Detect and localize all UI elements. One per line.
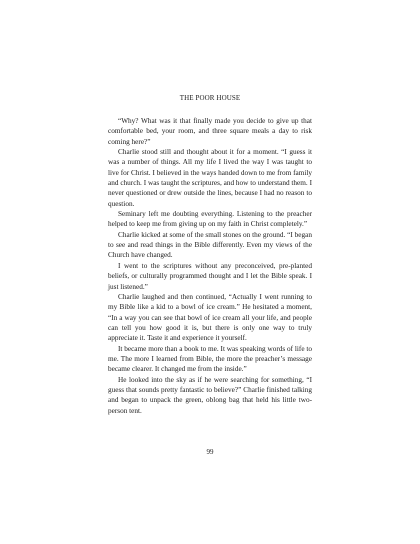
running-head: THE POOR HOUSE	[179, 94, 241, 102]
paragraph: “Why? What was it that finally made you decide to give up that comfortable bed, your room, and three square meals a day to risk coming here?”	[108, 117, 312, 146]
paragraph: He looked into the sky as if he were searching for something, “I guess that sounds pretty fantastic to believe?” Charlie finished talking and began to unpack the green, oblong bag that held his little two-person tent.	[108, 375, 312, 415]
paragraph: Seminary left me doubting everything. Listening to the preacher helped to keep me from giving up on my faith in Christ completely.”	[108, 210, 312, 229]
page-number: 99	[206, 448, 214, 456]
paragraph: It became more than a book to me. It was speaking words of life to me. The more I learned from Bible, the more the preacher’s message became clearer. It changed me from the inside.”	[108, 344, 312, 374]
paragraph: Charlie stood still and thought about it for a moment. “I guess it was a number of things. All my life I lived the way I was taught to live for Christ. I believed in the ways handed down to me from family and church. I was taught the scriptures, and how to understand them. I never questioned or drew outside the lines, because I had no reason to question.	[108, 148, 312, 208]
paragraph: Charlie laughed and then continued, “Actually I went running to my Bible like a kid to a bowl of ice cream.” He hesitated a moment, “In a way you can see that bowl of ice cream all your life, and people can tell you how good it is, but there is only one way to truly appreciate it. Taste it and experience it yourself.	[108, 292, 312, 343]
paragraph: Charlie kicked at some of the small stones on the ground. “I began to see and read things in the Bible differently. Even my views of the Church have changed.	[108, 230, 312, 260]
paragraph: I went to the scriptures without any preconceived, pre-planted beliefs, or culturally programmed thought and I let the Bible speak. I just listened.”	[108, 261, 312, 291]
body-text	[108, 116, 312, 416]
